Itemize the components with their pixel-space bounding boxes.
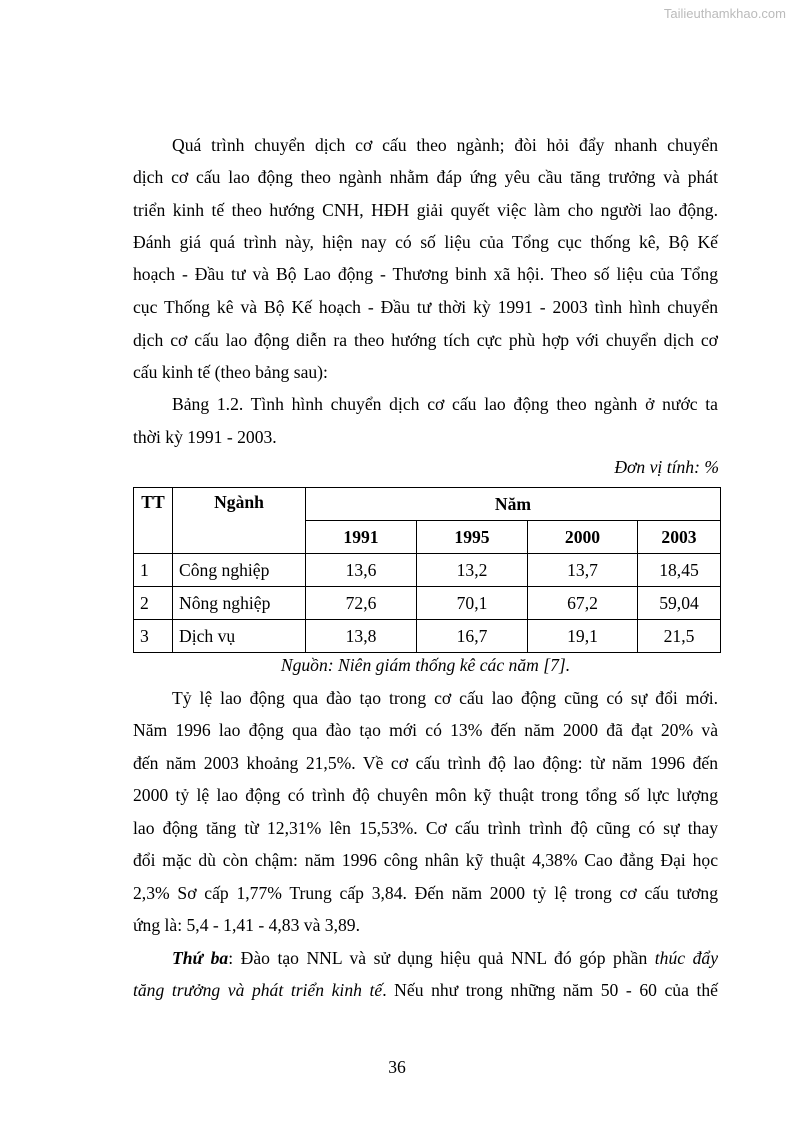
cell-value: 72,6: [306, 587, 417, 620]
cell-tt: 3: [134, 620, 173, 653]
header-year: Năm: [306, 488, 721, 521]
cell-value: 13,2: [417, 554, 528, 587]
table-row: [134, 587, 721, 620]
cell-value: 16,7: [417, 620, 528, 653]
text-line: dịch cơ cấu lao động diễn ra theo hướng tích cực phù hợp với chuyển dịch cơ: [133, 330, 718, 350]
table-row: [134, 554, 721, 587]
cell-value: 21,5: [638, 620, 721, 653]
text-line: lao động tăng từ 12,31% lên 15,53%. Cơ cấu trình trình độ cũng có sự thay: [133, 818, 718, 838]
year-header: 2000: [528, 521, 638, 554]
text-line: ứng là: 5,4 - 1,41 - 4,83 và 3,89.: [133, 915, 360, 935]
text-line: thời kỳ 1991 - 2003.: [133, 427, 277, 447]
cell-value: 13,8: [306, 620, 417, 653]
text-line: Năm 1996 lao động qua đào tạo mới có 13% đến năm 2000 đã đạt 20% và: [133, 720, 718, 740]
italic-run: tăng trưởng và phát triển kinh tế: [133, 980, 383, 1000]
cell-value: 70,1: [417, 587, 528, 620]
text-line: triển kinh tế theo hướng CNH, HĐH giải quyết việc làm cho người lao động.: [133, 200, 718, 220]
header-sector: Ngành: [173, 488, 306, 554]
heading-third: Thứ ba: [172, 948, 229, 968]
text-line: hoạch - Đầu tư và Bộ Lao động - Thương binh xã hội. Theo số liệu của Tổng: [133, 264, 718, 284]
cell-value: 18,45: [638, 554, 721, 587]
page-number: 36: [388, 1057, 406, 1077]
text-line: [133, 980, 718, 1000]
text-line: Đánh giá quá trình này, hiện nay có số liệu của Tổng cục thống kê, Bộ Kế: [133, 232, 718, 252]
year-header: 1991: [306, 521, 417, 554]
year-header: 1995: [417, 521, 528, 554]
header-tt: TT: [134, 488, 173, 554]
cell-value: 13,6: [306, 554, 417, 587]
text-line: Tỷ lệ lao động qua đào tạo trong cơ cấu lao động cũng có sự đổi mới.: [172, 688, 718, 708]
year-header: 2003: [638, 521, 721, 554]
text-line: 2,3% Sơ cấp 1,77% Trung cấp 3,84. Đến năm 2000 tỷ lệ trong cơ cấu tương: [133, 883, 718, 903]
cell-sector: Nông nghiệp: [173, 587, 306, 620]
text-line: cấu kinh tế (theo bảng sau):: [133, 362, 328, 382]
text-line: Bảng 1.2. Tình hình chuyển dịch cơ cấu lao động theo ngành ở nước ta: [172, 394, 718, 414]
cell-value: 13,7: [528, 554, 638, 587]
italic-run: thúc đẩy: [654, 948, 718, 968]
cell-value: 59,04: [638, 587, 721, 620]
text-run: : Đào tạo NNL và sử dụng hiệu quả NNL đó góp phần: [228, 948, 655, 968]
text-line: đổi mặc dù còn chậm: năm 1996 công nhân kỹ thuật 4,38% Cao đẳng Đại học: [133, 850, 718, 870]
text-line: đến năm 2003 khoảng 21,5%. Về cơ cấu trình độ lao động: từ năm 1996 đến: [133, 753, 718, 773]
table-row: [134, 620, 721, 653]
cell-value: 19,1: [528, 620, 638, 653]
text-line: cục Thống kê và Bộ Kế hoạch - Đầu tư thời kỳ 1991 - 2003 tình hình chuyển: [133, 297, 718, 317]
text-line: Quá trình chuyển dịch cơ cấu theo ngành; đòi hỏi đẩy nhanh chuyển: [172, 135, 718, 155]
cell-sector: Dịch vụ: [173, 620, 306, 653]
table-source: Nguồn: Niên giám thống kê các năm [7].: [280, 655, 571, 675]
cell-value: 67,2: [528, 587, 638, 620]
text-line: [172, 948, 718, 968]
text-line: 2000 tỷ lệ lao động có trình độ chuyên môn kỹ thuật trong tổng số lực lượng: [133, 785, 718, 805]
cell-tt: 2: [134, 587, 173, 620]
text-line: dịch cơ cấu lao động theo ngành nhằm đáp ứng yêu cầu tăng trưởng và phát: [133, 167, 718, 187]
labor-structure-table: [133, 487, 721, 653]
unit-label: Đơn vị tính: %: [614, 457, 719, 477]
cell-sector: Công nghiệp: [173, 554, 306, 587]
watermark: Tailieuthamkhao.com: [663, 6, 786, 21]
cell-tt: 1: [134, 554, 173, 587]
text-run: . Nếu như trong những năm 50 - 60 của thế: [382, 980, 718, 1000]
